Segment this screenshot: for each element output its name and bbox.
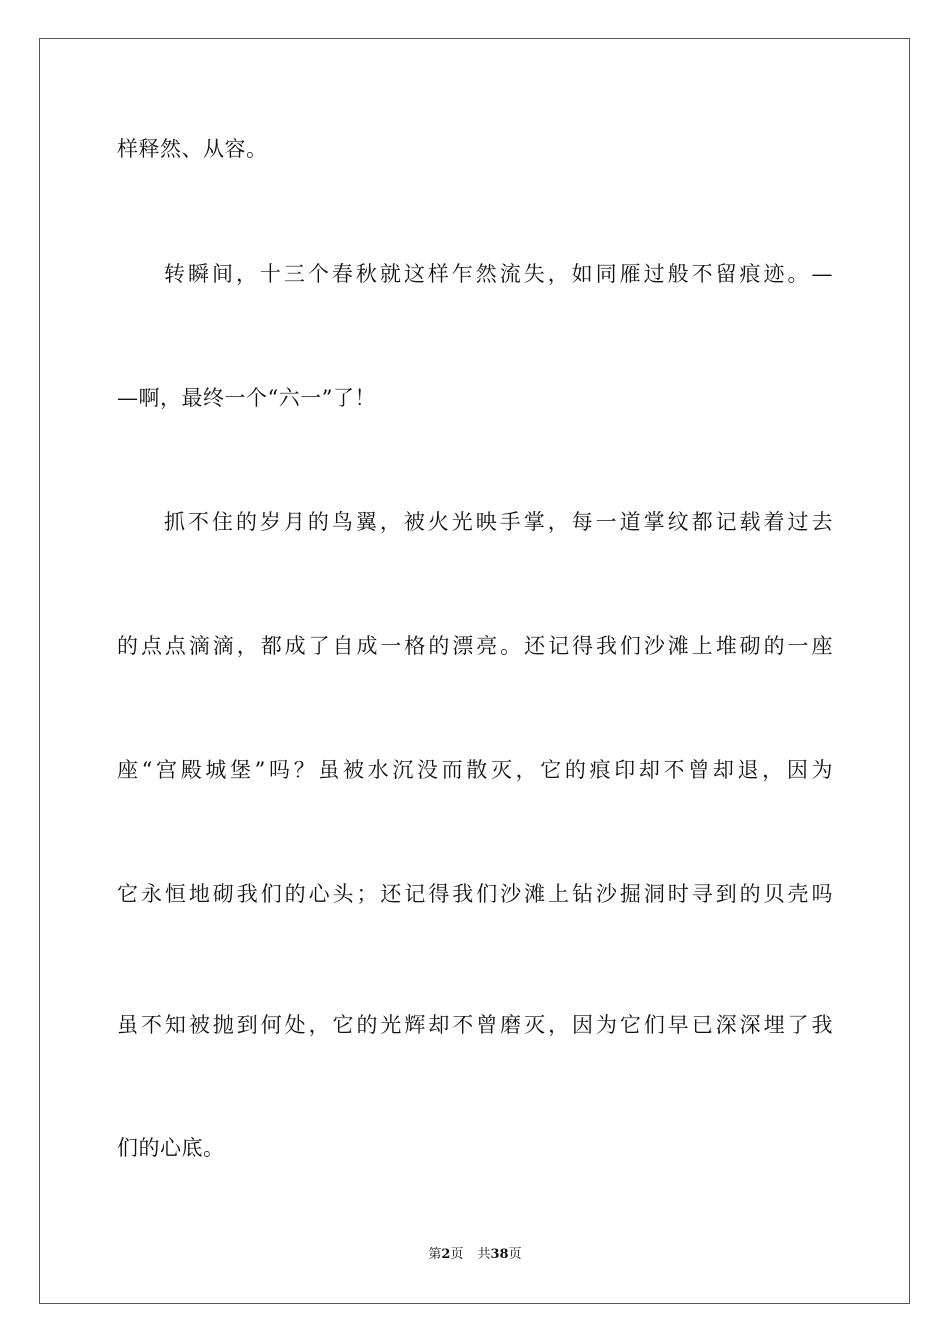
page-prefix: 第 bbox=[428, 1247, 442, 1262]
body-line-2: 转瞬间，十三个春秋就这样乍然流失，如同雁过般不留痕迹。— bbox=[164, 262, 833, 286]
total-suffix: 页 bbox=[508, 1247, 522, 1262]
body-line-3: —啊，最终一个“六一”了！ bbox=[117, 386, 376, 410]
body-line-8: 虽不知被抛到何处，它的光辉却不曾磨灭，因为它们早已深深埋了我 bbox=[117, 1013, 833, 1037]
total-page-count: 38 bbox=[490, 1247, 509, 1262]
page-border bbox=[39, 38, 910, 1304]
current-page-number: 2 bbox=[441, 1247, 451, 1262]
body-line-4: 抓不住的岁月的鸟翼，被火光映手掌，每一道掌纹都记载着过去 bbox=[164, 510, 833, 534]
body-line-5: 的点点滴滴，都成了自成一格的漂亮。还记得我们沙滩上堆砌的一座 bbox=[117, 634, 833, 658]
body-line-1: 样释然、从容。 bbox=[117, 137, 268, 161]
total-prefix: 共 bbox=[477, 1247, 491, 1262]
page-suffix: 页 bbox=[450, 1247, 464, 1262]
page-footer bbox=[0, 1246, 950, 1264]
body-line-6: 座“宫殿城堡”吗？虽被水沉没而散灭，它的痕印却不曾却退，因为 bbox=[117, 758, 833, 782]
body-line-7: 它永恒地砌我们的心头；还记得我们沙滩上钻沙掘洞时寻到的贝壳吗 bbox=[117, 882, 833, 906]
body-line-9: 们的心底。 bbox=[117, 1136, 225, 1160]
